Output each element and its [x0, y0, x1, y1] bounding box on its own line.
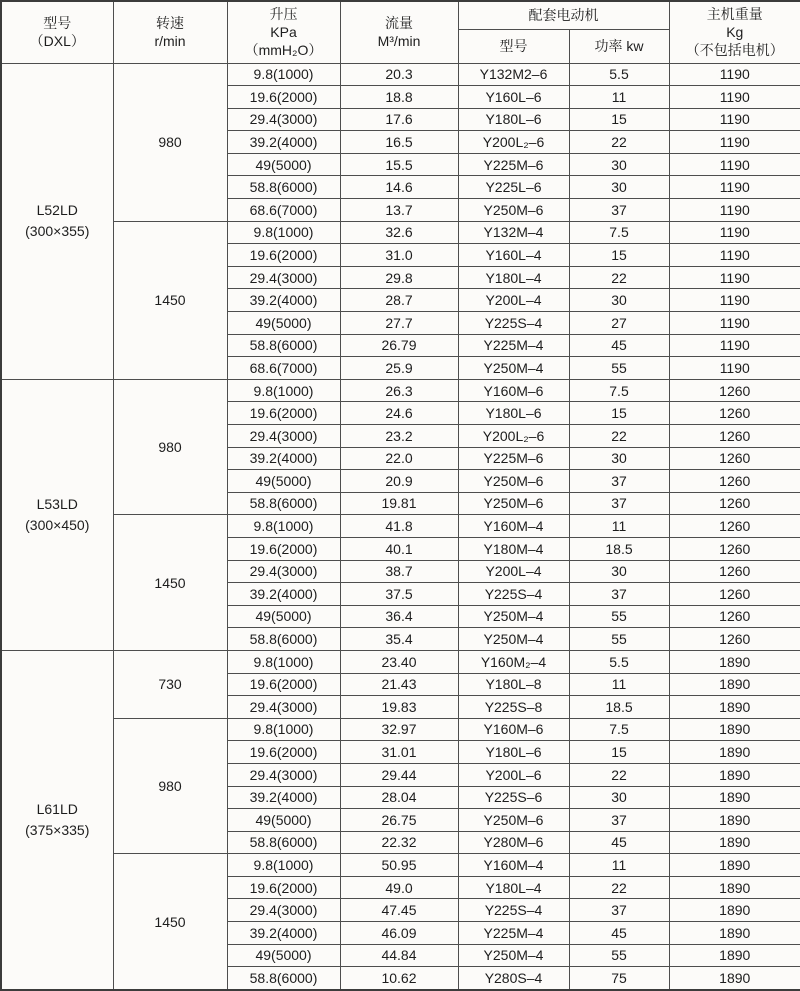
pressure-cell: 19.6(2000) — [227, 86, 340, 109]
motor-power-cell: 30 — [569, 289, 669, 312]
flow-cell: 23.2 — [340, 425, 458, 448]
header-pressure — [227, 1, 340, 63]
motor-power-cell: 37 — [569, 470, 669, 493]
flow-cell: 26.3 — [340, 379, 458, 402]
motor-model-cell: Y225S–6 — [458, 786, 569, 809]
weight-cell: 1890 — [669, 741, 800, 764]
weight-cell: 1890 — [669, 944, 800, 967]
model-cell — [1, 63, 113, 379]
weight-cell: 1190 — [669, 63, 800, 86]
weight-cell: 1190 — [669, 176, 800, 199]
weight-cell: 1260 — [669, 470, 800, 493]
spec-row — [1, 515, 800, 538]
pressure-cell: 9.8(1000) — [227, 63, 340, 86]
weight-cell: 1190 — [669, 266, 800, 289]
motor-model-cell: Y200L₂–6 — [458, 131, 569, 154]
pressure-cell: 29.4(3000) — [227, 696, 340, 719]
motor-power-cell: 5.5 — [569, 63, 669, 86]
header-line: M³/min — [377, 33, 421, 50]
header-motor-power: 功率 kw — [569, 29, 669, 63]
model-cell — [1, 379, 113, 650]
motor-model-cell: Y250M–6 — [458, 470, 569, 493]
speed-cell: 980 — [113, 379, 227, 515]
flow-cell: 26.79 — [340, 334, 458, 357]
spec-row — [1, 854, 800, 877]
flow-cell: 24.6 — [340, 402, 458, 425]
motor-model-cell: Y180L–6 — [458, 741, 569, 764]
speed-cell: 980 — [113, 63, 227, 221]
motor-model-cell: Y160M–4 — [458, 854, 569, 877]
flow-cell: 35.4 — [340, 628, 458, 651]
flow-cell: 21.43 — [340, 673, 458, 696]
model-size: (300×450) — [25, 516, 90, 533]
flow-cell: 22.32 — [340, 831, 458, 854]
motor-model-cell: Y180L–6 — [458, 402, 569, 425]
motor-model-cell: Y225S–4 — [458, 312, 569, 335]
weight-cell: 1890 — [669, 809, 800, 832]
pressure-cell: 49(5000) — [227, 470, 340, 493]
motor-power-cell: 37 — [569, 492, 669, 515]
weight-cell: 1890 — [669, 673, 800, 696]
pressure-cell: 9.8(1000) — [227, 515, 340, 538]
motor-power-cell: 18.5 — [569, 537, 669, 560]
model-name: L52LD — [36, 202, 78, 219]
weight-cell: 1260 — [669, 447, 800, 470]
weight-cell: 1890 — [669, 650, 800, 673]
motor-power-cell: 37 — [569, 583, 669, 606]
motor-model-cell: Y250M–6 — [458, 199, 569, 222]
pressure-cell: 58.8(6000) — [227, 492, 340, 515]
motor-power-cell: 22 — [569, 425, 669, 448]
flow-cell: 44.84 — [340, 944, 458, 967]
pressure-cell: 19.6(2000) — [227, 244, 340, 267]
pressure-cell: 39.2(4000) — [227, 786, 340, 809]
flow-cell: 28.7 — [340, 289, 458, 312]
motor-power-cell: 7.5 — [569, 221, 669, 244]
weight-cell: 1260 — [669, 515, 800, 538]
header-weight — [669, 1, 800, 63]
motor-power-cell: 11 — [569, 515, 669, 538]
flow-cell: 50.95 — [340, 854, 458, 877]
pressure-cell: 29.4(3000) — [227, 899, 340, 922]
flow-cell: 38.7 — [340, 560, 458, 583]
spec-table-body — [1, 63, 800, 990]
weight-cell: 1190 — [669, 334, 800, 357]
header-line: 升压 — [269, 5, 298, 22]
pressure-cell: 68.6(7000) — [227, 357, 340, 380]
pressure-cell: 29.4(3000) — [227, 560, 340, 583]
pressure-cell: 29.4(3000) — [227, 266, 340, 289]
motor-model-cell: Y200L–4 — [458, 560, 569, 583]
header-line: Kg — [726, 24, 744, 41]
pressure-cell: 9.8(1000) — [227, 854, 340, 877]
speed-cell: 1450 — [113, 221, 227, 379]
motor-power-cell: 45 — [569, 922, 669, 945]
pressure-cell: 9.8(1000) — [227, 221, 340, 244]
flow-cell: 37.5 — [340, 583, 458, 606]
motor-model-cell: Y200L–6 — [458, 763, 569, 786]
motor-model-cell: Y180L–4 — [458, 876, 569, 899]
weight-cell: 1890 — [669, 967, 800, 990]
pressure-cell: 19.6(2000) — [227, 876, 340, 899]
flow-cell: 10.62 — [340, 967, 458, 990]
flow-cell: 31.0 — [340, 244, 458, 267]
motor-power-cell: 7.5 — [569, 379, 669, 402]
header-flow — [340, 1, 458, 63]
weight-cell: 1260 — [669, 379, 800, 402]
flow-cell: 41.8 — [340, 515, 458, 538]
motor-model-cell: Y180M–4 — [458, 537, 569, 560]
spec-row — [1, 221, 800, 244]
speed-cell: 980 — [113, 718, 227, 854]
flow-cell: 18.8 — [340, 86, 458, 109]
weight-cell: 1190 — [669, 357, 800, 380]
pressure-cell: 58.8(6000) — [227, 628, 340, 651]
motor-model-cell: Y180L–8 — [458, 673, 569, 696]
motor-power-cell: 11 — [569, 673, 669, 696]
flow-cell: 15.5 — [340, 153, 458, 176]
weight-cell: 1190 — [669, 153, 800, 176]
pressure-cell: 29.4(3000) — [227, 425, 340, 448]
motor-model-cell: Y225S–4 — [458, 583, 569, 606]
pressure-cell: 19.6(2000) — [227, 402, 340, 425]
pressure-cell: 39.2(4000) — [227, 583, 340, 606]
motor-model-cell: Y132M2–6 — [458, 63, 569, 86]
motor-model-cell: Y250M–6 — [458, 492, 569, 515]
motor-model-cell: Y160M–6 — [458, 718, 569, 741]
pressure-cell: 49(5000) — [227, 944, 340, 967]
motor-power-cell: 15 — [569, 244, 669, 267]
motor-model-cell: Y200L–4 — [458, 289, 569, 312]
motor-model-cell: Y225M–6 — [458, 447, 569, 470]
weight-cell: 1890 — [669, 696, 800, 719]
motor-model-cell: Y160L–6 — [458, 86, 569, 109]
weight-cell: 1260 — [669, 583, 800, 606]
pressure-cell: 58.8(6000) — [227, 831, 340, 854]
flow-cell: 17.6 — [340, 108, 458, 131]
header-line: r/min — [154, 33, 186, 50]
flow-cell: 22.0 — [340, 447, 458, 470]
pressure-cell: 19.6(2000) — [227, 537, 340, 560]
motor-power-cell: 45 — [569, 831, 669, 854]
pressure-cell: 49(5000) — [227, 153, 340, 176]
motor-power-cell: 37 — [569, 809, 669, 832]
flow-cell: 40.1 — [340, 537, 458, 560]
motor-model-cell: Y160M₂–4 — [458, 650, 569, 673]
flow-cell: 27.7 — [340, 312, 458, 335]
weight-cell: 1890 — [669, 876, 800, 899]
flow-cell: 31.01 — [340, 741, 458, 764]
header-line: 流量 — [385, 14, 413, 31]
pressure-cell: 39.2(4000) — [227, 922, 340, 945]
motor-model-cell: Y160L–4 — [458, 244, 569, 267]
weight-cell: 1890 — [669, 854, 800, 877]
flow-cell: 29.44 — [340, 763, 458, 786]
pressure-cell: 68.6(7000) — [227, 199, 340, 222]
motor-power-cell: 27 — [569, 312, 669, 335]
motor-model-cell: Y180L–4 — [458, 266, 569, 289]
motor-model-cell: Y250M–4 — [458, 628, 569, 651]
motor-power-cell: 22 — [569, 763, 669, 786]
weight-cell: 1260 — [669, 492, 800, 515]
weight-cell: 1190 — [669, 312, 800, 335]
weight-cell: 1190 — [669, 131, 800, 154]
weight-cell: 1190 — [669, 86, 800, 109]
motor-model-cell: Y250M–4 — [458, 357, 569, 380]
pressure-cell: 29.4(3000) — [227, 108, 340, 131]
motor-power-cell: 22 — [569, 131, 669, 154]
motor-model-cell: Y160M–6 — [458, 379, 569, 402]
motor-model-cell: Y180L–6 — [458, 108, 569, 131]
weight-cell: 1260 — [669, 425, 800, 448]
motor-model-cell: Y225S–8 — [458, 696, 569, 719]
flow-cell: 32.97 — [340, 718, 458, 741]
pressure-cell: 58.8(6000) — [227, 176, 340, 199]
motor-power-cell: 11 — [569, 86, 669, 109]
flow-cell: 19.81 — [340, 492, 458, 515]
motor-power-cell: 7.5 — [569, 718, 669, 741]
motor-power-cell: 22 — [569, 266, 669, 289]
flow-cell: 28.04 — [340, 786, 458, 809]
weight-cell: 1190 — [669, 221, 800, 244]
flow-cell: 49.0 — [340, 876, 458, 899]
motor-power-cell: 55 — [569, 628, 669, 651]
motor-power-cell: 18.5 — [569, 696, 669, 719]
motor-power-cell: 11 — [569, 854, 669, 877]
model-cell — [1, 650, 113, 990]
motor-power-cell: 37 — [569, 899, 669, 922]
motor-power-cell: 22 — [569, 876, 669, 899]
spec-row — [1, 379, 800, 402]
pressure-cell: 58.8(6000) — [227, 334, 340, 357]
table-header — [1, 1, 800, 63]
weight-cell: 1890 — [669, 922, 800, 945]
weight-cell: 1260 — [669, 537, 800, 560]
motor-model-cell: Y250M–4 — [458, 605, 569, 628]
motor-power-cell: 15 — [569, 402, 669, 425]
header-speed — [113, 1, 227, 63]
flow-cell: 14.6 — [340, 176, 458, 199]
speed-cell: 730 — [113, 650, 227, 718]
header-line: 型号 — [43, 14, 72, 31]
weight-cell: 1890 — [669, 786, 800, 809]
spec-row — [1, 718, 800, 741]
motor-model-cell: Y225M–6 — [458, 153, 569, 176]
header-model — [1, 1, 113, 63]
flow-cell: 20.9 — [340, 470, 458, 493]
motor-power-cell: 37 — [569, 199, 669, 222]
pressure-cell: 19.6(2000) — [227, 673, 340, 696]
header-line: KPa — [270, 24, 297, 41]
motor-model-cell: Y250M–4 — [458, 944, 569, 967]
motor-model-cell: Y225M–4 — [458, 334, 569, 357]
motor-power-cell: 55 — [569, 944, 669, 967]
weight-cell: 1190 — [669, 199, 800, 222]
header-line: 转速 — [156, 14, 184, 31]
flow-cell: 46.09 — [340, 922, 458, 945]
weight-cell: 1890 — [669, 763, 800, 786]
model-name: L53LD — [36, 495, 78, 512]
flow-cell: 19.83 — [340, 696, 458, 719]
motor-power-cell: 55 — [569, 357, 669, 380]
motor-power-cell: 75 — [569, 967, 669, 990]
motor-model-cell: Y160M–4 — [458, 515, 569, 538]
pressure-cell: 9.8(1000) — [227, 718, 340, 741]
weight-cell: 1260 — [669, 560, 800, 583]
motor-power-cell: 45 — [569, 334, 669, 357]
pressure-cell: 29.4(3000) — [227, 763, 340, 786]
weight-cell: 1190 — [669, 289, 800, 312]
weight-cell: 1190 — [669, 108, 800, 131]
weight-cell: 1260 — [669, 628, 800, 651]
pressure-cell: 9.8(1000) — [227, 379, 340, 402]
flow-cell: 36.4 — [340, 605, 458, 628]
motor-model-cell: Y132M–4 — [458, 221, 569, 244]
motor-power-cell: 15 — [569, 108, 669, 131]
weight-cell: 1890 — [669, 831, 800, 854]
weight-cell: 1260 — [669, 605, 800, 628]
pressure-cell: 9.8(1000) — [227, 650, 340, 673]
pressure-cell: 39.2(4000) — [227, 447, 340, 470]
motor-model-cell: Y250M–6 — [458, 809, 569, 832]
pressure-cell: 58.8(6000) — [227, 967, 340, 990]
speed-cell: 1450 — [113, 515, 227, 651]
flow-cell: 25.9 — [340, 357, 458, 380]
spec-row — [1, 63, 800, 86]
flow-cell: 26.75 — [340, 809, 458, 832]
motor-model-cell: Y225L–6 — [458, 176, 569, 199]
pressure-cell: 39.2(4000) — [227, 289, 340, 312]
weight-cell: 1260 — [669, 402, 800, 425]
motor-power-cell: 30 — [569, 176, 669, 199]
speed-cell: 1450 — [113, 854, 227, 990]
flow-cell: 23.40 — [340, 650, 458, 673]
motor-power-cell: 30 — [569, 560, 669, 583]
motor-model-cell: Y200L₂–6 — [458, 425, 569, 448]
pressure-cell: 49(5000) — [227, 809, 340, 832]
pressure-cell: 49(5000) — [227, 312, 340, 335]
model-name: L61LD — [36, 800, 78, 817]
motor-model-cell: Y225S–4 — [458, 899, 569, 922]
pressure-cell: 19.6(2000) — [227, 741, 340, 764]
motor-model-cell: Y280S–4 — [458, 967, 569, 990]
header-line: （不包括电机） — [685, 42, 784, 59]
header-motor-model: 型号 — [458, 29, 569, 63]
motor-power-cell: 15 — [569, 741, 669, 764]
spec-row — [1, 650, 800, 673]
flow-cell: 29.8 — [340, 266, 458, 289]
weight-cell: 1890 — [669, 899, 800, 922]
motor-model-cell: Y225M–4 — [458, 922, 569, 945]
weight-cell: 1190 — [669, 244, 800, 267]
flow-cell: 32.6 — [340, 221, 458, 244]
pressure-cell: 49(5000) — [227, 605, 340, 628]
motor-power-cell: 30 — [569, 447, 669, 470]
flow-cell: 13.7 — [340, 199, 458, 222]
motor-power-cell: 55 — [569, 605, 669, 628]
header-motor-group: 配套电动机 — [458, 1, 669, 29]
flow-cell: 20.3 — [340, 63, 458, 86]
motor-power-cell: 30 — [569, 786, 669, 809]
pressure-cell: 39.2(4000) — [227, 131, 340, 154]
motor-power-cell: 30 — [569, 153, 669, 176]
header-line: （mmH₂O） — [244, 42, 323, 59]
weight-cell: 1890 — [669, 718, 800, 741]
model-size: (375×335) — [25, 821, 90, 838]
motor-power-cell: 5.5 — [569, 650, 669, 673]
header-line: （DXL） — [29, 33, 85, 50]
flow-cell: 47.45 — [340, 899, 458, 922]
header-line: 主机重量 — [706, 5, 763, 22]
motor-model-cell: Y280M–6 — [458, 831, 569, 854]
model-size: (300×355) — [25, 223, 90, 240]
flow-cell: 16.5 — [340, 131, 458, 154]
